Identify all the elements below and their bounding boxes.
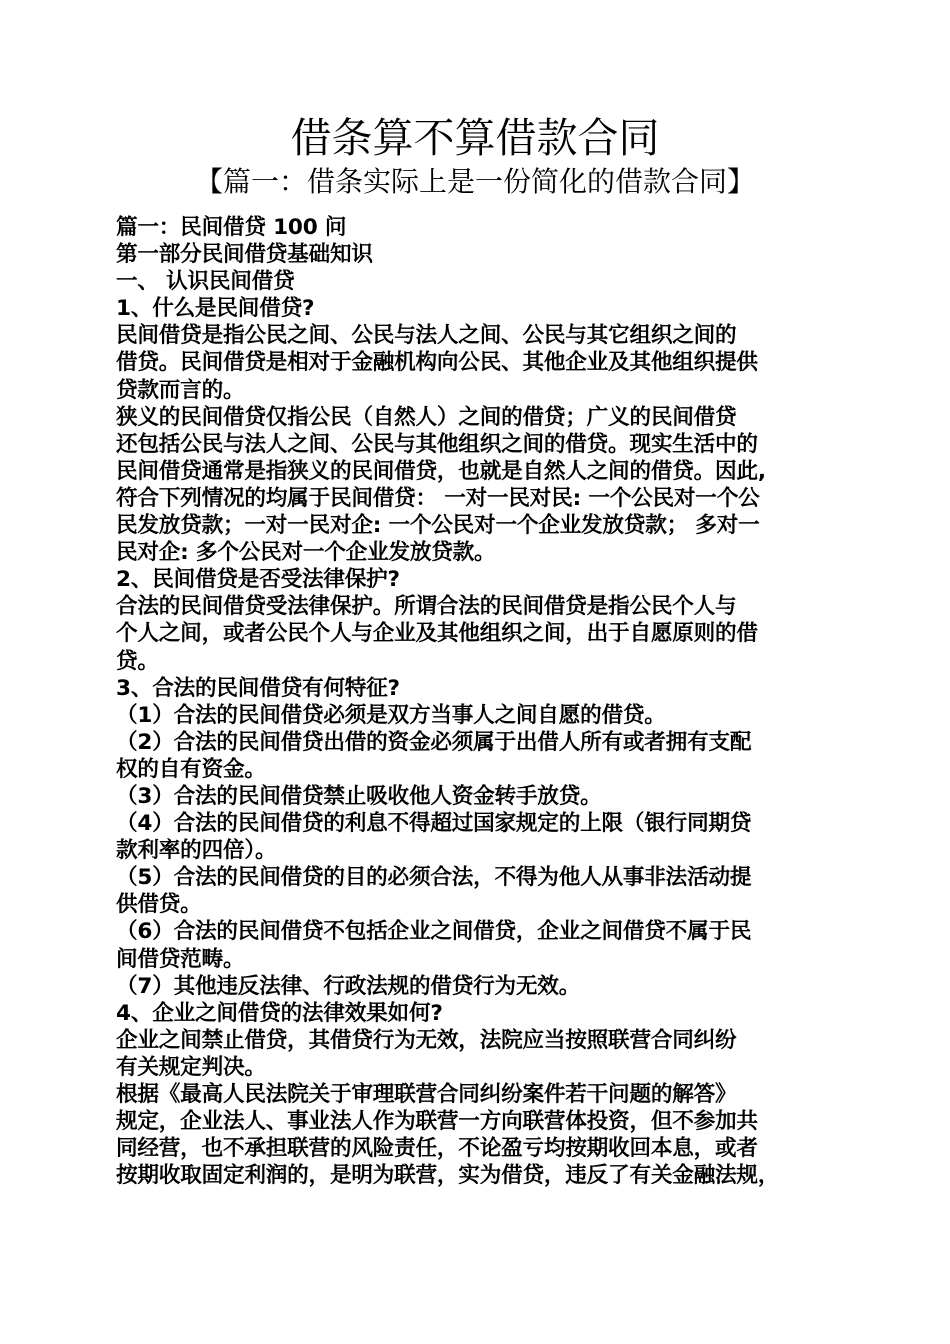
text-line: 个人之间，或者公民个人与企业及其他组织之间，出于自愿原则的借 (116, 621, 758, 647)
text-line: 权的自有资金。 (116, 756, 266, 782)
text-line: （3）合法的民间借贷禁止吸收他人资金转手放贷。 (116, 783, 602, 809)
text-line: 间借贷范畴。 (116, 946, 245, 972)
text-line: （6）合法的民间借贷不包括企业之间借贷，企业之间借贷不属于民 (116, 919, 752, 945)
text-line: （2）合法的民间借贷出借的资金必须属于出借人所有或者拥有支配 (116, 729, 752, 755)
text-line: 篇一：民间借贷 100 问 (116, 215, 347, 240)
document-title: 借条算不算借款合同 (290, 114, 660, 162)
text-line: 企业之间禁止借贷，其借贷行为无效，法院应当按照联营合同纠纷 (116, 1027, 737, 1053)
text-line: 供借贷。 (116, 892, 202, 918)
document-body (116, 214, 846, 1189)
text-line: 款利率的四倍）。 (116, 838, 277, 864)
text-line: 根据《最高人民法院关于审理联营合同纠纷案件若干问题的解答》 (116, 1082, 737, 1107)
text-line: 贷款而言的。 (116, 377, 245, 403)
text-line: 合法的民间借贷受法律保护。所谓合法的民间借贷是指公民个人与 (116, 594, 737, 620)
text-line: 狭义的民间借贷仅指公民（自然人）之间的借贷；广义的民间借贷 (116, 404, 737, 430)
text-line: 民对企: 多个公民对一个企业发放贷款。 (116, 540, 496, 566)
text-line: （5）合法的民间借贷的目的必须合法，不得为他人从事非法活动提 (116, 865, 752, 891)
text-line: （4）合法的民间借贷的利息不得超过国家规定的上限（银行同期贷 (116, 811, 752, 837)
text-line: （7）其他违反法律、行政法规的借贷行为无效。 (116, 973, 581, 999)
text-line: 有关规定判决。 (116, 1054, 266, 1080)
text-line: 2、民间借贷是否受法律保护? (116, 567, 400, 593)
text-line: 第一部分民间借贷基础知识 (116, 242, 373, 268)
text-line: 同经营，也不承担联营的风险责任，不论盈亏均按期收回本息，或者 (116, 1136, 758, 1162)
text-line: 民发放贷款；一对一民对企: 一个公民对一个企业发放贷款； 多对一 (116, 513, 760, 539)
document-subtitle: 【篇一：借条实际上是一份简化的借款合同】 (194, 165, 755, 198)
text-line: 民间借贷是指公民之间、公民与法人之间、公民与其它组织之间的 (116, 323, 737, 349)
text-line: 一、 认识民间借贷 (116, 269, 295, 295)
text-line: 按期收取固定利润的，是明为联营，实为借贷，违反了有关金融法规， (116, 1163, 780, 1189)
text-line: （1）合法的民间借贷必须是双方当事人之间自愿的借贷。 (116, 702, 666, 728)
text-line: 还包括公民与法人之间、公民与其他组织之间的借贷。现实生活中的 (116, 431, 758, 457)
text-line: 3、合法的民间借贷有何特征? (116, 675, 400, 701)
text-line: 4、企业之间借贷的法律效果如何? (116, 1000, 443, 1026)
text-line: 民间借贷通常是指狭义的民间借贷，也就是自然人之间的借贷。因此, (116, 458, 766, 484)
text-line: 规定，企业法人、事业法人作为联营一方向联营体投资，但不参加共 (116, 1109, 758, 1135)
text-line: 贷。 (116, 648, 159, 674)
text-line: 借贷。民间借贷是相对于金融机构向公民、其他企业及其他组织提供 (116, 350, 758, 376)
text-line: 1、什么是民间借贷? (116, 296, 315, 322)
text-line: 符合下列情况的均属于民间借贷： 一对一民对民: 一个公民对一个公 (116, 485, 760, 511)
